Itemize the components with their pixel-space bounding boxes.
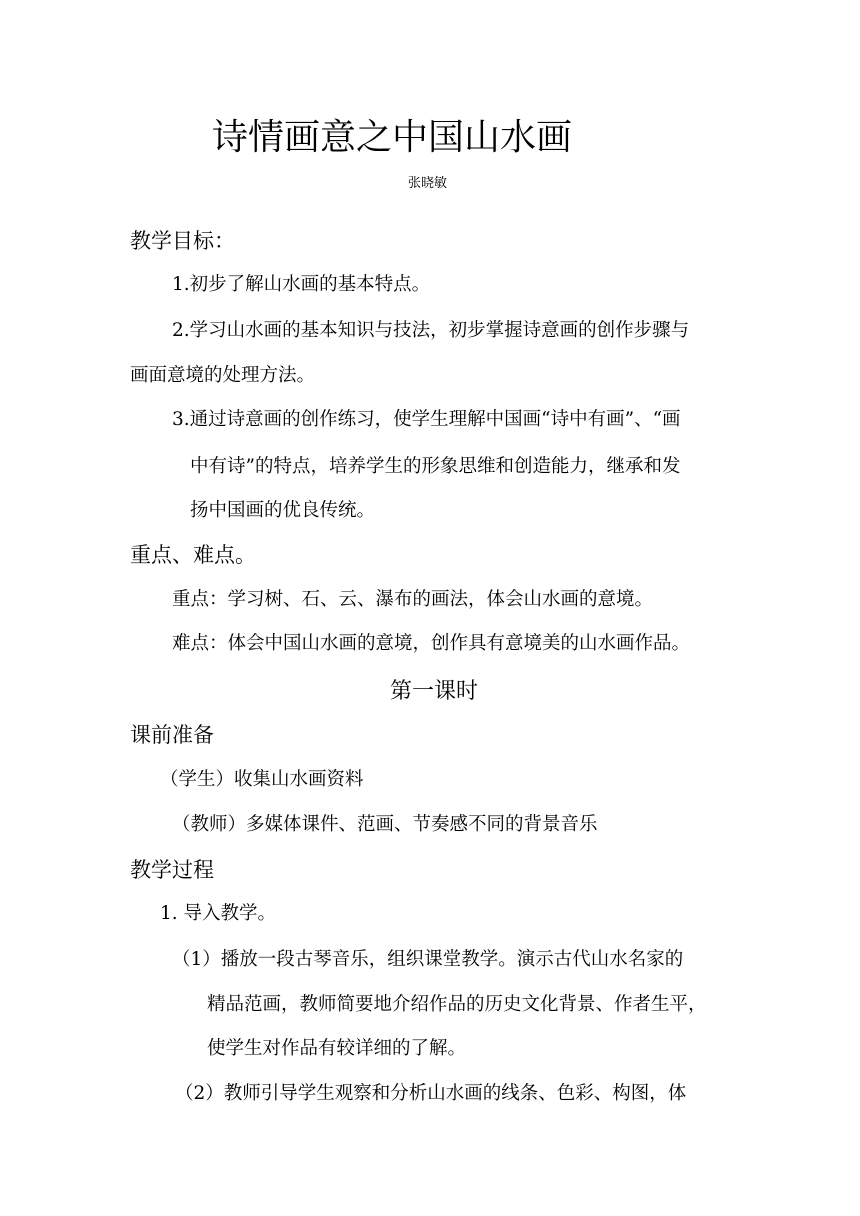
process-heading: 教学过程 <box>130 858 214 882</box>
process-sub-1-line-3: 使学生对作品有较详细的了解。 <box>207 1038 467 1059</box>
document-title: 诗情画意之中国山水画 <box>212 117 573 158</box>
process-step-1: 1. 导入教学。 <box>160 903 277 924</box>
key-points-heading: 重点、难点。 <box>130 543 256 567</box>
key-point-text: 重点：学习树、石、云、瀑布的画法，体会山水画的意境。 <box>172 589 654 610</box>
preparation-student: （学生）收集山水画资料 <box>160 769 364 790</box>
objective-item-2-line-2: 画面意境的处理方法。 <box>130 365 316 386</box>
difficult-point-text: 难点：体会中国山水画的意境，创作具有意境美的山水画作品。 <box>172 633 691 654</box>
document-author: 张晓敏 <box>408 176 448 191</box>
process-sub-2-line-1: （2）教师引导学生观察和分析山水画的线条、色彩、构图，体 <box>175 1083 687 1104</box>
objective-item-2-line-1: 2.学习山水画的基本知识与技法，初步掌握诗意画的创作步骤与 <box>172 320 690 341</box>
objective-item-3-line-3: 扬中国画的优良传统。 <box>190 500 376 521</box>
objective-item-1: 1.初步了解山水画的基本特点。 <box>172 274 431 295</box>
lesson-heading: 第一课时 <box>390 679 479 704</box>
process-sub-1-line-1: （1）播放一段古琴音乐，组织课堂教学。演示古代山水名家的 <box>172 949 684 970</box>
process-sub-1-line-2: 精品范画，教师简要地介绍作品的历史文化背景、作者生平， <box>207 994 707 1015</box>
objective-item-3-line-2: 中有诗”的特点，培养学生的形象思维和创造能力，继承和发 <box>190 456 681 477</box>
preparation-teacher: （教师）多媒体课件、范画、节奏感不同的背景音乐 <box>172 814 598 835</box>
objective-item-3-line-1: 3.通过诗意画的创作练习，使学生理解中国画“诗中有画”、“画 <box>172 409 681 430</box>
objectives-heading: 教学目标： <box>130 229 235 253</box>
preparation-heading: 课前准备 <box>130 723 214 747</box>
